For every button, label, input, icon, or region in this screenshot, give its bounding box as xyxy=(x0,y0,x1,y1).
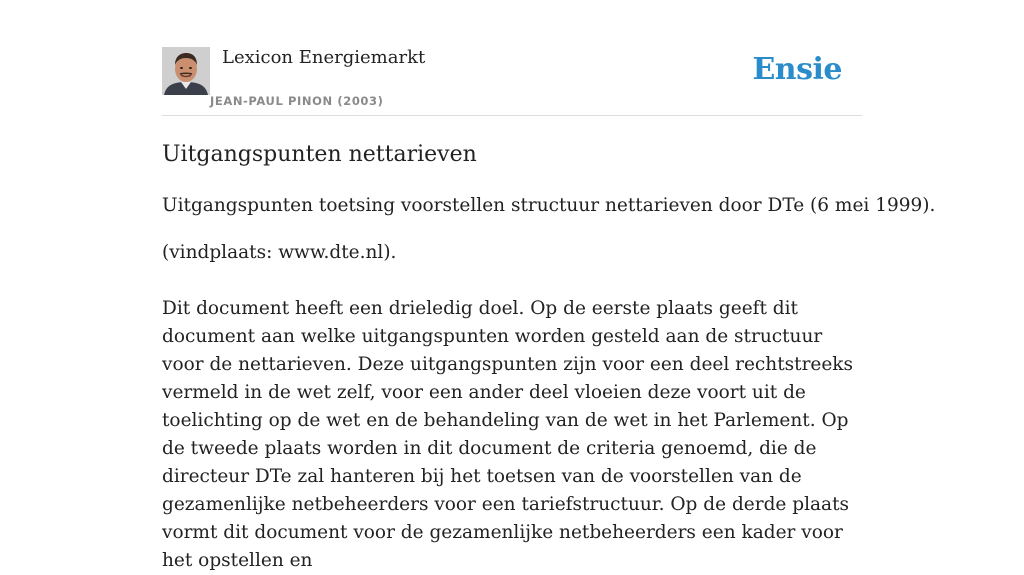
entry-paragraph: Uitgangspunten toetsing voorstellen structuur nettarieven door DTe (6 mei 1999). xyxy=(162,195,936,216)
ensie-logo[interactable]: Ensie xyxy=(752,52,842,87)
author-portrait-icon xyxy=(162,47,210,95)
author-name[interactable]: JEAN-PAUL PINON (2003) xyxy=(210,94,384,108)
book-title[interactable]: Lexicon Energiemarkt xyxy=(222,47,426,68)
author-avatar[interactable] xyxy=(162,47,210,95)
entry-paragraph: Dit document heeft een drieledig doel. Op de eerste plaats geeft dit document aan welke uitgangspunten worden gesteld aan de structuur voor de nettarieven. Deze uitgangspunten zijn voor een deel rechtstreeks vermeld in de wet zelf, voor een ander deel vloeien deze voort uit de toelichting op de wet en de behandeling van de wet in het Parlement. Op de tweede plaats worden in dit document de criteria genoemd, die de directeur DTe zal hanteren bij het toetsen van de voorstellen van de gezamenlijke netbeheerders voor een tariefstructuur. Op de derde plaats vormt dit document voor de gezamenlijke netbeheerders een kader voor het opstellen en xyxy=(162,298,854,571)
page-title: Uitgangspunten nettarieven xyxy=(162,142,477,167)
header-divider xyxy=(162,115,862,116)
entry-page xyxy=(162,0,936,571)
entry-paragraph: (vindplaats: www.dte.nl). xyxy=(162,242,397,263)
